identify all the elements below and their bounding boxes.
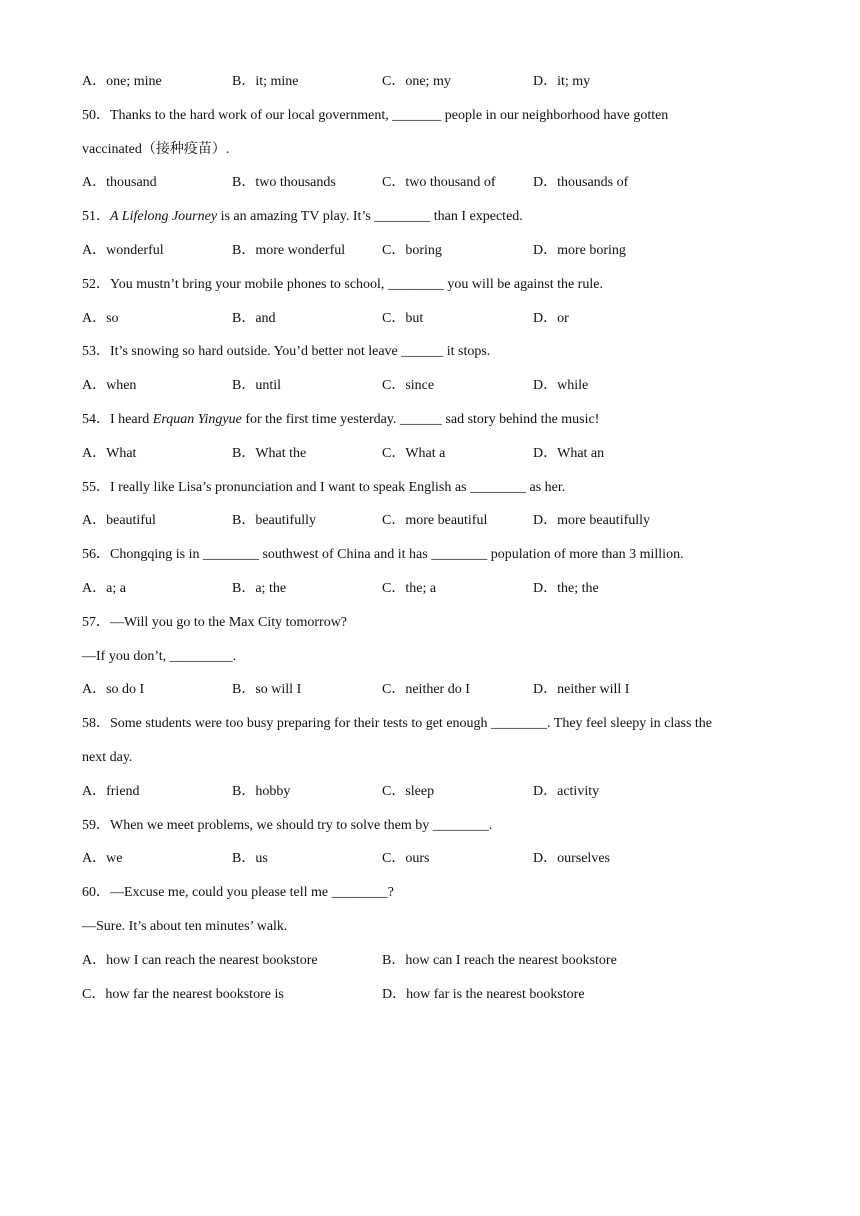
q53-option-a[interactable]: A．when [82,378,137,394]
q53-options [82,376,782,410]
q60-stem-line2: —Sure. It’s about ten minutes’ walk. [82,918,288,934]
q54-option-b[interactable]: B．What the [232,445,307,461]
q49-option-c[interactable]: C．one; my [382,74,451,89]
q57-option-d[interactable]: D．neither will I [533,682,630,698]
q51-option-c[interactable]: C．boring [382,242,442,258]
q59-option-a[interactable]: A．we [82,851,123,867]
q56-stem: 56．Chongqing is in ________ southwest of China and it has ________ population of more than 3 million. [82,547,684,563]
q56-option-b[interactable]: B．a; the [232,580,287,596]
q58-option-c[interactable]: C．sleep [382,783,435,799]
q54-options [82,444,782,478]
q52-stem: 52．You mustn’t bring your mobile phones to school, ________ you will be against the rule. [82,276,603,292]
q58-option-d[interactable]: D．activity [533,783,600,799]
q60-option-a[interactable]: A．how I can reach the nearest bookstore [82,952,318,968]
q58-stem-line2: next day. [82,749,133,765]
q60-option-b[interactable]: B．how can I reach the nearest bookstore [382,952,617,968]
q54-stem [82,410,782,444]
q50-options [82,173,782,207]
q52-option-b[interactable]: B．and [232,310,276,326]
q58-stem-line1: 58．Some students were too busy preparing for their tests to get enough ________. They feel sleepy in class the [82,716,712,732]
q51-options [82,241,782,275]
q55-option-a[interactable]: A．beautiful [82,513,156,529]
q58-option-b[interactable]: B．hobby [232,783,291,799]
q51-option-b[interactable]: B．more wonderful [232,242,346,258]
q56-option-c[interactable]: C．the; a [382,580,437,596]
q55-option-b[interactable]: B．beautifully [232,513,316,529]
q49-options [82,72,782,106]
q56-option-d[interactable]: D．the; the [533,580,599,596]
q52-option-c[interactable]: C．but [382,310,424,326]
q49-option-b[interactable]: B．it; mine [232,74,299,89]
q57-option-a[interactable]: A．so do I [82,682,145,698]
q55-option-c[interactable]: C．more beautiful [382,513,488,529]
q60-stem-line1: 60．—Excuse me, could you please tell me ________? [82,885,394,901]
q56-options [82,579,782,613]
q50-option-c[interactable]: C．two thousand of [382,175,496,191]
q53-option-d[interactable]: D．while [533,378,589,394]
q60-options-row2 [82,985,782,1019]
q57-stem-line2: —If you don’t, _________. [82,648,237,664]
q49-option-d[interactable]: D．it; my [533,74,591,89]
q59-option-b[interactable]: B．us [232,851,268,867]
q58-options [82,782,782,816]
q59-stem: 59．When we meet problems, we should try to solve them by ________. [82,817,493,833]
q59-options [82,849,782,883]
q53-option-c[interactable]: C．since [382,378,435,394]
q54-title: Erquan Yingyue [152,411,242,427]
q60-option-d[interactable]: D．how far is the nearest bookstore [382,986,585,1002]
q60-options-row1 [82,951,782,985]
q51-stem [82,207,782,241]
q50-option-d[interactable]: D．thousands of [533,175,629,191]
q54-option-a[interactable]: A．What [82,445,137,461]
q55-options [82,511,782,545]
q51-option-a[interactable]: A．wonderful [82,242,164,258]
q57-option-b[interactable]: B．so will I [232,682,302,698]
q59-option-c[interactable]: C．ours [382,851,430,867]
q51-number: 51． [82,209,110,225]
q50-option-b[interactable]: B．two thousands [232,175,336,191]
q50-stem-line1: 50．Thanks to the hard work of our local government, _______ people in our neighborhood have gotten [82,107,669,123]
q53-stem: 53．It’s snowing so hard outside. You’d better not leave ______ it stops. [82,344,491,360]
q52-option-d[interactable]: D．or [533,310,569,326]
q57-options [82,680,782,714]
q53-option-b[interactable]: B．until [232,378,282,394]
q60-option-c[interactable]: C．how far the nearest bookstore is [82,986,284,1002]
q50-option-a[interactable]: A．thousand [82,175,157,191]
q59-option-d[interactable]: D．ourselves [533,851,610,867]
q54-text-pre: 54．I heard [82,411,153,427]
q51-text: is an amazing TV play. It’s ________ than I expected. [217,209,523,225]
q50-stem-line2: vaccinated（接种疫苗）. [82,141,230,157]
q54-text-rest: for the first time yesterday. ______ sad story behind the music! [241,411,600,427]
q57-option-c[interactable]: C．neither do I [382,682,470,698]
q49-option-a[interactable]: A．one; mine [82,74,162,89]
worksheet-page [82,72,782,1018]
q55-stem: 55．I really like Lisa’s pronunciation and I want to speak English as ________ as her. [82,479,566,495]
q56-option-a[interactable]: A．a; a [82,580,126,596]
q52-option-a[interactable]: A．so [82,310,119,326]
q52-options [82,309,782,343]
q54-option-c[interactable]: C．What a [382,445,446,461]
q57-stem-line1: 57．—Will you go to the Max City tomorrow? [82,614,348,630]
q54-option-d[interactable]: D．What an [533,445,605,461]
q51-option-d[interactable]: D．more boring [533,242,626,258]
q58-option-a[interactable]: A．friend [82,783,140,799]
q51-title: A Lifelong Journey [110,209,218,225]
q55-option-d[interactable]: D．more beautifully [533,513,651,529]
